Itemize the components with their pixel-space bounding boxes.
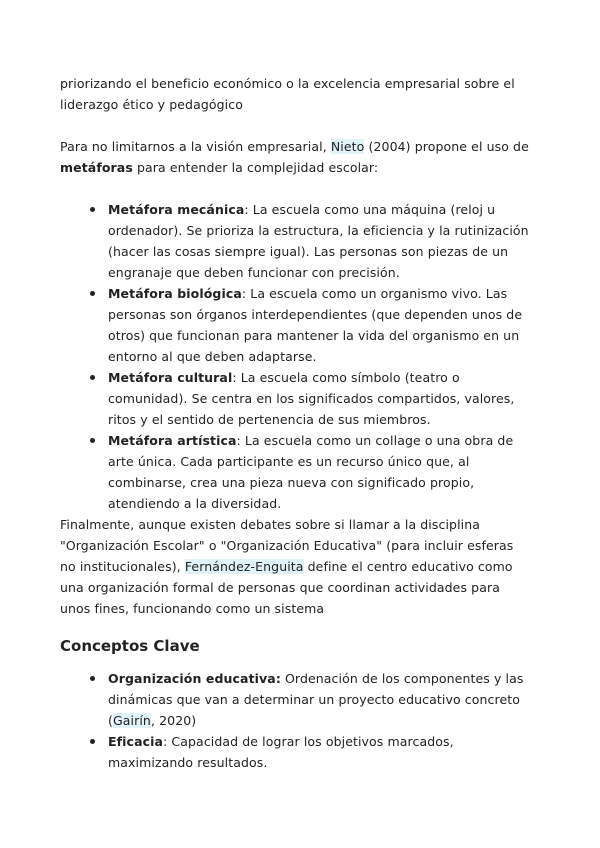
- author-citation-fernandez-enguita[interactable]: Fernández-Enguita: [184, 559, 304, 574]
- concept-text: : Capacidad de lograr los objetivos marcados, maximizando resultados.: [108, 734, 454, 770]
- metaphors-list: [60, 199, 530, 514]
- list-item: [60, 430, 530, 514]
- text-segment: Para no limitarnos a la visión empresarial,: [60, 139, 331, 154]
- text-segment: (2004) propone el uso de: [364, 139, 529, 154]
- text-segment: para entender la complejidad escolar:: [132, 160, 379, 175]
- concept-term: Eficacia: [108, 734, 164, 749]
- metaphor-term: Metáfora biológica: [108, 286, 242, 301]
- list-item: [60, 283, 530, 367]
- metaphor-text: : La escuela como símbolo (teatro o comunidad). Se centra en los significados compartidos, valores, ritos y el sentido de pertenencia de sus miembros.: [108, 370, 515, 427]
- list-item: [60, 367, 530, 430]
- text-segment: define el centro educativo como una organización formal de personas que coordinan actividades para unos fines, funcionando como un sistema: [60, 559, 513, 616]
- metaphor-term: Metáfora mecánica: [108, 202, 245, 217]
- author-citation-nieto[interactable]: Nieto: [330, 139, 365, 154]
- section-heading: Conceptos Clave: [60, 637, 200, 655]
- definition-paragraph: [60, 514, 530, 619]
- intro-paragraph: priorizando el beneficio económico o la excelencia empresarial sobre el liderazgo ético y pedagógico: [60, 76, 515, 112]
- metaphor-term: Metáfora artística: [108, 433, 237, 448]
- list-item: [60, 731, 530, 773]
- author-citation-gairin[interactable]: Gairín: [112, 713, 151, 728]
- concept-text-tail: , 2020): [150, 713, 197, 728]
- list-item: [60, 668, 530, 731]
- text-segment: Finalmente, aunque existen debates sobre si llamar a la disciplina "Organización Escolar" o "Organización Educativa" (para incluir esferas no institucionales),: [60, 517, 514, 574]
- metaphors-intro-paragraph: [60, 136, 530, 178]
- metaphor-term: Metáfora cultural: [108, 370, 233, 385]
- list-item: [60, 199, 530, 283]
- metaphor-text: : La escuela como un collage o una obra de arte única. Cada participante es un recurso único que, al combinarse, crea una pieza nueva con significado propio, atendiendo a la diversidad.: [108, 433, 514, 511]
- concepts-list: [60, 668, 530, 773]
- bold-term: metáforas: [60, 160, 133, 175]
- metaphor-text: : La escuela como un organismo vivo. Las personas son órganos interdependientes (que dependen unos de otros) que funcionan para mantener la vida del organismo en un entorno al que deben adaptarse.: [108, 286, 523, 364]
- concept-term: Organización educativa:: [108, 671, 281, 686]
- metaphor-text: : La escuela como una máquina (reloj u ordenador). Se prioriza la estructura, la eficiencia y la rutinización (hacer las cosas siempre igual). Las personas son piezas de un engranaje que deben funcionar con precisión.: [108, 202, 529, 280]
- concept-text: Ordenación de los componentes y las dinámicas que van a determinar un proyecto educativo concreto (: [108, 671, 524, 728]
